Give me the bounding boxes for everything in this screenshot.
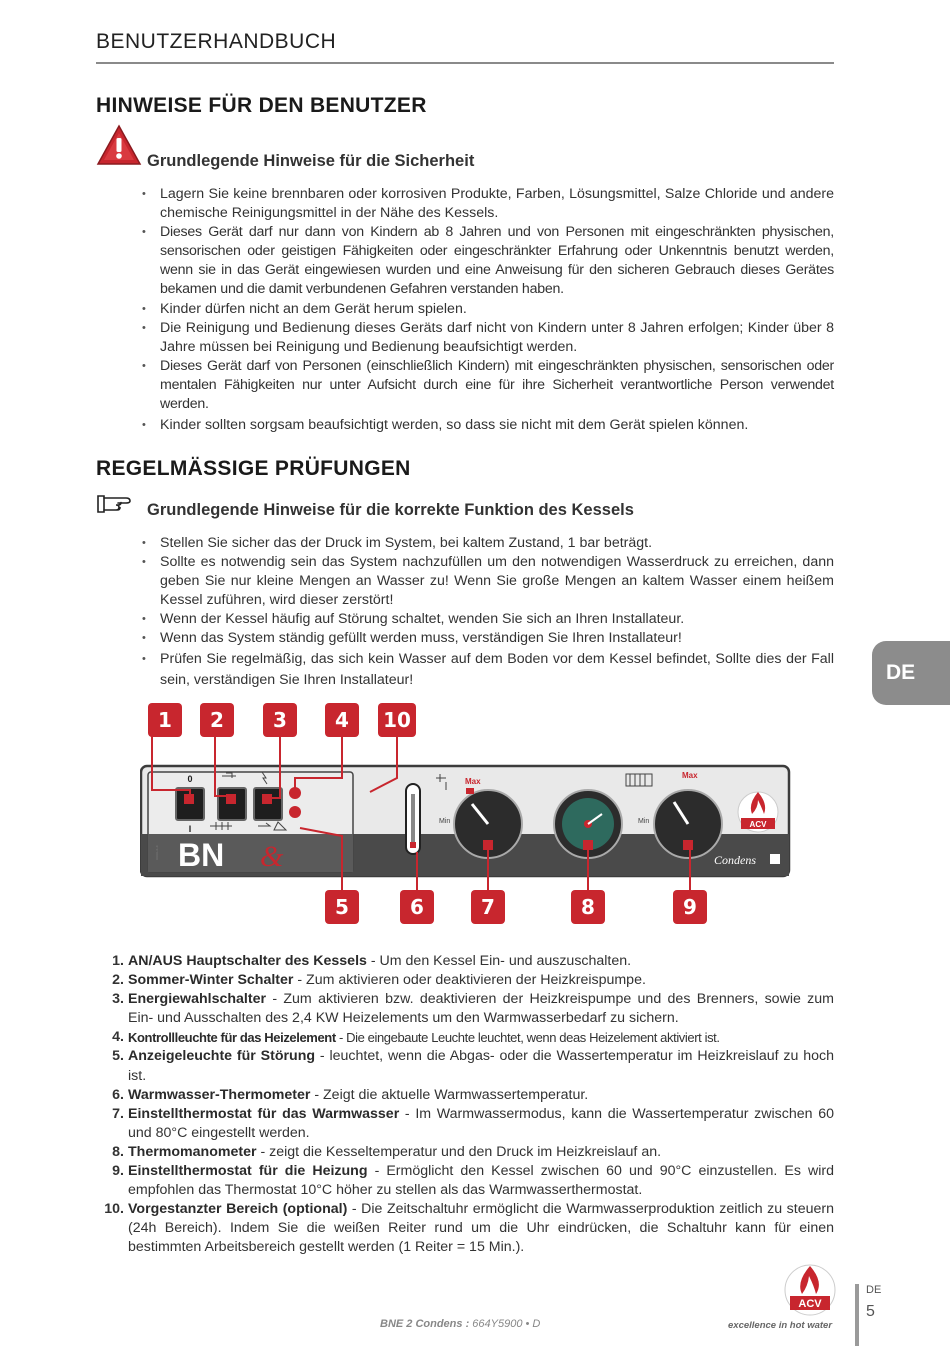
legend-item: 1. AN/AUS Hauptschalter des Kessels - Um den Kessel Ein- und auszuschalten.: [112, 953, 632, 969]
callout-6: 6: [400, 890, 434, 924]
list-item: • Die Reinigung und Bedienung dieses Geräts darf nicht von Kindern unter 8 Jahren erfolgen; Kinder über 8 Jahre müssen bei Reinigung und Bedienung beaufsichtigt werden.: [160, 319, 834, 357]
list-item: • Prüfen Sie regelmäßig, das sich kein Wasser auf dem Boden vor dem Kessel befindet, Sollte dies der Fall sein, verständigen Sie Ihren Installateur!: [160, 649, 834, 691]
side-print: xxxx-x-x: [154, 845, 159, 860]
footer-model-ref: BNE 2 Condens : 664Y5900 • D: [380, 1318, 541, 1330]
list-item: • Kinder dürfen nicht an dem Gerät herum spielen.: [160, 300, 834, 319]
callout-1: 1: [148, 703, 182, 737]
list-item: • Wenn der Kessel häufig auf Störung schaltet, wenden Sie sich an Ihren Installateur.: [160, 610, 834, 629]
list-item: • Wenn das System ständig gefüllt werden muss, verständigen Sie Ihren Installateur!: [160, 629, 834, 648]
list-item: • Stellen Sie sicher das der Druck im System, bei kaltem Zustand, 1 bar beträgt.: [160, 534, 834, 553]
warning-triangle-icon: [96, 124, 142, 166]
callout-2: 2: [200, 703, 234, 737]
page-number: 5: [866, 1303, 875, 1320]
list-item: • Lagern Sie keine brennbaren oder korrosiven Produkte, Farben, Lösungsmittel, Salze Chloride und andere chemische Reinigungsmittel in der Nähe des Kessels.: [160, 185, 834, 223]
checks-subtitle: Grundlegende Hinweise für die korrekte Funktion des Kessels: [147, 501, 634, 519]
list-item: • Kinder sollten sorgsam beaufsichtigt werden, so dass sie nicht mit dem Gerät spielen können.: [160, 416, 834, 435]
legend-item: 4. Kontrollleuchte für das Heizelement - Die eingebaute Leuchte leuchtet, wenn deas Heizelement aktiviert ist.: [112, 1029, 720, 1046]
list-item: • Sollte es notwendig sein das System nachzufüllen um den notwendigen Wasserdruck zu erreichen, dann geben Sie nur kleine Mengen an Wasser zu! Wenn Sie große Mengen an kaltem Wasser einem heißem Kessel zuführen, wird dieser zerstört!: [160, 553, 834, 610]
safety-subtitle: Grundlegende Hinweise für die Sicherheit: [147, 152, 475, 170]
panel-logo-text: ACV: [749, 820, 767, 829]
running-header: BENUTZERHANDBUCH: [96, 30, 337, 53]
callout-5: 5: [325, 890, 359, 924]
footer-language: DE: [866, 1284, 882, 1296]
footer-tagline: excellence in hot water: [728, 1320, 833, 1331]
legend-item: 6. Warmwasser-Thermometer - Zeigt die aktuelle Warmwassertemperatur.: [112, 1086, 589, 1103]
callout-leader-lines-right: [480, 848, 710, 892]
legend-item: 10. Vorgestanzter Bereich (optional) - Die Zeitschaltuhr ermöglicht die Warmwasserproduktion zeitlich zu steuern (24h Bereich). Indem Sie die weißen Reiter rund um die Uhr eindrücken, die Schaltuhr kann für einen bestimmten Arbeitsbereich gestellt werden (1 Reiter = 15 Min.).: [104, 1201, 834, 1256]
heating-dial-max: Max: [682, 771, 698, 780]
language-tab: DE: [872, 641, 950, 705]
callout-9: 9: [673, 890, 707, 924]
header-divider: [96, 62, 834, 64]
legend-item: 3. Energiewahlschalter - Zum aktivieren bzw. deaktivieren der Heizkreispumpe und des Brenners, sowie zum Ein- und Ausschalten des 2,4 KW Heizelements um den Warmwasserbedarf zu sichern.: [112, 991, 834, 1027]
condens-label: Condens: [714, 853, 756, 867]
legend-item: 9. Einstellthermostat für die Heizung - Ermöglicht den Kessel zwischen 60 und 90°C einzustellen. Es wird empfohlen das Thermostat 10°C höher zu stellen als das Warmwasserthermostat.: [112, 1163, 835, 1199]
section-title-checks: REGELMÄSSIGE PRÜFUNGEN: [96, 457, 411, 480]
dhw-dial-max: Max: [465, 777, 481, 786]
legend-item: 2. Sommer-Winter Schalter - Zum aktivieren oder deaktivieren der Heizkreispumpe.: [112, 972, 646, 989]
callout-10: 10: [378, 703, 416, 737]
acv-logo-text: ACV: [798, 1298, 822, 1310]
callout-8: 8: [571, 890, 605, 924]
callout-7: 7: [471, 890, 505, 924]
legend-item: 8. Thermomanometer - zeigt die Kesseltemperatur und den Druck im Heizkreislauf an.: [112, 1143, 662, 1160]
switch-off-label: 0: [187, 774, 193, 784]
dhw-dial-min: Min: [439, 818, 451, 825]
panel-legend-list: [104, 952, 835, 1258]
pointing-hand-icon: [96, 492, 136, 516]
callout-3: 3: [263, 703, 297, 737]
legend-item: 5. Anzeigeleuchte für Störung - leuchtet, wenn die Abgas- oder die Wassertemperatur im Heizkreislauf zu hoch ist.: [112, 1048, 834, 1084]
list-item: • Dieses Gerät darf von Personen (einschließlich Kindern) mit eingeschränkten physischen, sensorischen oder mentalen Fähigkeiten nur unter Aufsicht durch eine für ihre Sicherheit verantwortliche Person verwendet werden.: [160, 357, 834, 414]
callout-4: 4: [325, 703, 359, 737]
brand-label: BN: [178, 837, 225, 873]
heating-dial-min: Min: [638, 818, 650, 825]
legend-item: 7. Einstellthermostat für das Warmwasser - Im Warmwassermodus, kann die Wassertemperatur zwischen 60 und 80°C eingestellt werden.: [112, 1105, 834, 1141]
acv-logo: [784, 1262, 836, 1318]
switch-on-label: I: [188, 824, 192, 834]
checks-bullet-list: [160, 534, 834, 691]
safety-bullet-list: [160, 185, 834, 435]
brand-ampersand: &: [260, 840, 284, 873]
list-item: • Dieses Gerät darf nur dann von Kindern ab 8 Jahren und von Personen mit eingeschränkten physischen, sensorischen oder geistigen Fähigkeiten oder eingeschränkter Erfahrung oder Unkenntnis benutzt werden, wenn sie in das Gerät eingewiesen wurden und eine Anweisung für den sicheren Gebrauch dieses Gerätes bekamen und die damit verbundenen Gefahren verstanden haben.: [160, 223, 834, 299]
section-title-safety: HINWEISE FÜR DEN BENUTZER: [96, 94, 427, 117]
footer-page-marker: [855, 1284, 859, 1346]
